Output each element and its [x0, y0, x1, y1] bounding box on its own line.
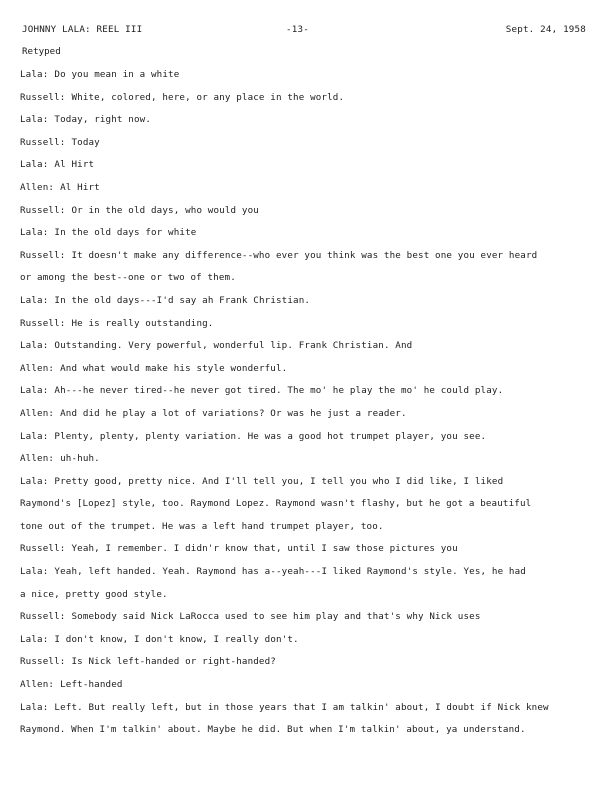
line-text: Today, right now. [54, 114, 152, 126]
transcript-line [20, 453, 590, 476]
speaker-name: Russell: [20, 317, 66, 329]
line-text: Al Hirt [54, 159, 95, 171]
line-text: or among the best--one or two of them. [20, 272, 236, 284]
line-text: And what would make his style wonderful. [60, 362, 288, 374]
speaker-name: Allen: [20, 362, 55, 374]
line-text: Do you mean in a white [54, 69, 180, 80]
transcript-line [20, 182, 590, 205]
transcript-line [20, 566, 590, 589]
transcript-line [20, 634, 590, 657]
transcript-line [20, 137, 590, 160]
speaker-name: Russell: [20, 91, 66, 103]
transcript-line [20, 385, 590, 408]
line-text: Left. But really left, but in those years that I am talkin' about, I doubt if Nick knew [54, 701, 549, 713]
page-number: -13- [286, 24, 309, 35]
transcript-line [20, 318, 590, 341]
transcript-line [20, 431, 590, 454]
transcript-line [20, 159, 590, 182]
speaker-name: Lala: [20, 340, 49, 352]
speaker-name: Lala: [20, 430, 49, 442]
line-text: Raymond. When I'm talkin' about. Maybe he did. But when I'm talkin' about, ya understand. [20, 724, 526, 736]
line-text: Outstanding. Very powerful, wonderful lip. Frank Christian. And [54, 340, 413, 352]
speaker-name: Russell: [20, 204, 66, 216]
speaker-name: Russell: [20, 543, 66, 555]
speaker-name: Lala: [20, 227, 49, 239]
speaker-name: Allen: [20, 679, 55, 691]
transcript-line [20, 476, 590, 499]
transcript-line [20, 543, 590, 566]
speaker-name: Allen: [20, 453, 55, 465]
speaker-name: Lala: [20, 566, 49, 578]
speaker-name: Lala: [20, 69, 49, 80]
transcript-line [20, 340, 590, 363]
line-text: And did he play a lot of variations? Or was he just a reader. [60, 407, 407, 419]
speaker-name: Russell: [20, 656, 66, 668]
transcript-line [20, 114, 590, 137]
line-text: Is Nick left-handed or right-handed? [71, 656, 276, 668]
transcript-line [20, 702, 590, 725]
speaker-name: Allen: [20, 181, 55, 193]
transcript-line [20, 656, 590, 679]
line-text: Left-handed [60, 679, 123, 691]
line-text: uh-huh. [60, 453, 100, 465]
line-text: Ah---he never tired--he never got tired. The mo' he play the mo' he could play. [54, 385, 504, 397]
line-text: Today [71, 136, 100, 148]
header-date: Sept. 24, 1958 [505, 24, 586, 35]
header-title: JOHNNY LALA: REEL III [22, 24, 143, 35]
speaker-name: Lala: [20, 159, 49, 171]
transcript-line [20, 498, 590, 521]
speaker-name: Lala: [20, 294, 49, 306]
transcript-line [20, 69, 590, 92]
retyped-label: Retyped [22, 46, 61, 57]
line-text: White, colored, here, or any place in the world. [71, 91, 345, 103]
line-text: Yeah, left handed. Yeah. Raymond has a--yeah---I liked Raymond's style. Yes, he had [54, 566, 526, 578]
transcript-line [20, 92, 590, 115]
line-text: Raymond's [Lopez] style, too. Raymond Lopez. Raymond wasn't flashy, but he got a beautiful [20, 498, 532, 510]
transcript-line [20, 521, 590, 544]
transcript-line [20, 250, 590, 273]
line-text: In the old days for white [54, 227, 197, 239]
line-text: Pretty good, pretty nice. And I'll tell you, I tell you who I did like, I liked [54, 475, 504, 487]
line-text: a nice, pretty good style. [20, 588, 168, 600]
transcript-line [20, 205, 590, 228]
transcript-line [20, 227, 590, 250]
line-text: He is really outstanding. [71, 317, 214, 329]
line-text: Somebody said Nick LaRocca used to see him play and that's why Nick uses [71, 611, 481, 623]
line-text: Plenty, plenty, plenty variation. He was a good hot trumpet player, you see. [54, 430, 487, 442]
line-text: In the old days---I'd say ah Frank Christian. [54, 294, 311, 306]
line-text: tone out of the trumpet. He was a left hand trumpet player, too. [20, 520, 384, 532]
line-text: Yeah, I remember. I didn'r know that, until I saw those pictures you [71, 543, 458, 555]
line-text: It doesn't make any difference--who ever you think was the best one you ever heard [71, 249, 538, 261]
transcript-line [20, 679, 590, 702]
transcript-line [20, 724, 590, 747]
speaker-name: Russell: [20, 136, 66, 148]
speaker-name: Russell: [20, 611, 66, 623]
transcript-line [20, 611, 590, 634]
speaker-name: Lala: [20, 475, 49, 487]
transcript-line [20, 589, 590, 612]
speaker-name: Lala: [20, 701, 49, 713]
speaker-name: Lala: [20, 633, 49, 645]
line-text: Al Hirt [60, 181, 100, 193]
page-header [22, 24, 592, 38]
speaker-name: Russell: [20, 249, 66, 261]
speaker-name: Allen: [20, 407, 55, 419]
line-text: I don't know, I don't know, I really don't. [54, 633, 299, 645]
speaker-name: Lala: [20, 114, 49, 126]
line-text: Or in the old days, who would you [71, 204, 259, 216]
transcript-line [20, 363, 590, 386]
transcript-line [20, 272, 590, 295]
transcript-body [20, 69, 590, 747]
transcript-line [20, 408, 590, 431]
speaker-name: Lala: [20, 385, 49, 397]
transcript-line [20, 295, 590, 318]
